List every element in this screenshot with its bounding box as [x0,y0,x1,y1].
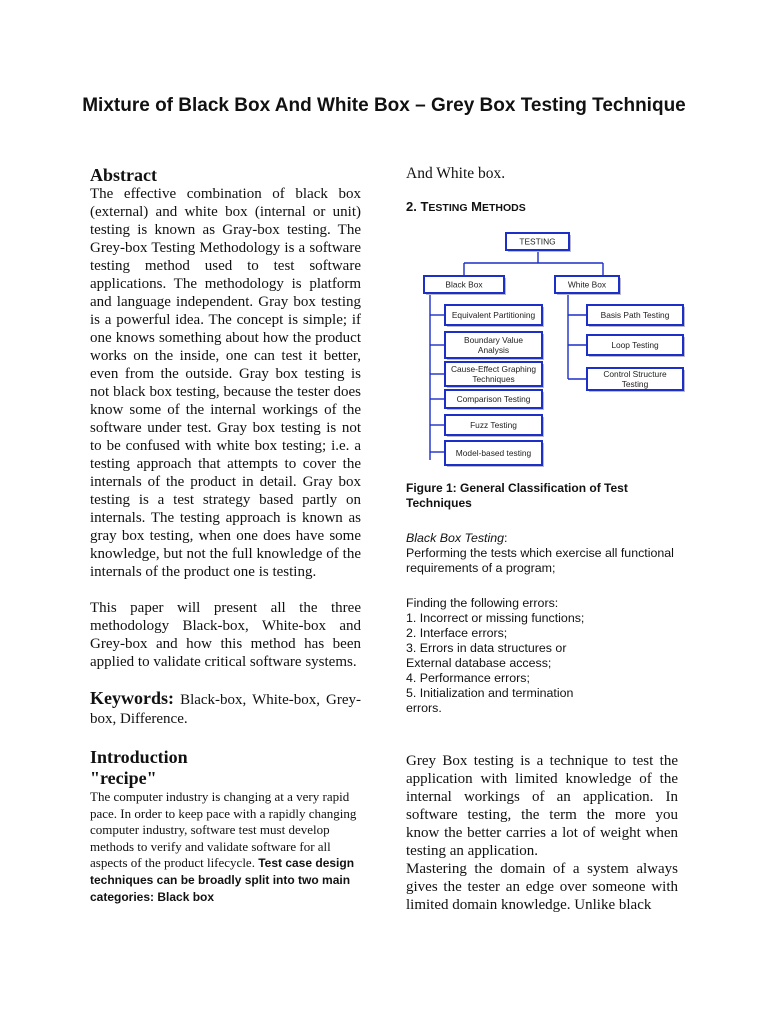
error-item: 4. Performance errors; [406,671,530,685]
black-box-technique [445,415,544,437]
black-box-technique [445,332,544,360]
error-item: 5. Initialization and termination [406,686,574,700]
black-box-description: Performing the tests which exercise all functional requirements of a program; [406,546,674,575]
figure-caption: Figure 1: General Classification of Test Techniques [406,481,628,510]
paper-title: Mixture of Black Box And White Box – Grey Box Testing Technique [82,95,686,116]
error-item: External database access; [406,656,552,670]
white-box-technique [587,368,685,392]
section-word1-initial: T [420,199,429,214]
black-box-technique-label: Techniques [472,374,515,384]
introduction-bold-run: Test case design techniques can be broadly split into two main categories: Black box [90,856,355,904]
keywords-text: Black-box, White-box, Grey-box, Difference. [90,692,362,727]
diagram-boxes [424,233,685,467]
black-box-technique [445,305,544,327]
abstract-heading: Abstract [90,165,157,185]
error-item: 2. Interface errors; [406,626,508,640]
black-box-technique-label: Analysis [477,345,510,355]
errors-intro: Finding the following errors: [406,596,559,610]
keywords-label: Keywords: [90,688,174,708]
black-box-node-label: Black Box [445,279,483,290]
abstract-paragraph-2: This paper will present all the three methodology Black-box, White-box and Grey-box and how this method has been applied to validate critical software systems. [90,600,361,670]
black-box-technique-label: Model-based testing [455,448,532,458]
error-item: errors. [406,701,442,715]
introduction-paragraph [90,789,361,905]
white-box-node [555,276,621,295]
grey-box-block [406,752,678,914]
section-number: 2. [406,199,417,214]
testing-root-box [506,233,571,252]
testing-root-box-label: TESTING [519,236,556,247]
black-box-technique-label: Fuzz Testing [470,420,517,430]
black-box-technique [445,362,544,388]
white-box-technique [587,305,685,327]
white-box-technique-label: Basis Path Testing [600,310,670,320]
black-box-technique-label: Comparison Testing [456,394,531,404]
introduction-text: The computer industry is changing at a very rapid pace. In order to keep pace with a rapidly changing computer industry, software test must develop methods to verify and validate software for all aspects of the product lifecycle. [90,789,357,871]
figure-caption-block [406,481,678,716]
black-box-technique-label: Boundary Value [464,335,523,345]
black-box-technique [445,390,544,410]
grey-box-paragraph-1: Grey Box testing is a technique to test the application with limited knowledge of the internal workings of an application. In software testing, the term the more you know the better carries a lot of weight when testing an application. [406,753,678,859]
black-box-testing-colon: : [504,531,508,545]
white-box-technique-label: Testing [621,379,649,389]
black-box-technique [445,441,544,467]
black-box-technique-label: Equivalent Partitioning [451,310,536,320]
white-box-node-label: White Box [567,279,607,290]
white-box-technique-label: Control Structure [603,369,667,379]
grey-box-paragraph-2: Mastering the domain of a system always gives the tester an edge over someone with limited domain knowledge. Unlike black [406,861,678,913]
black-box-technique-label: Cause-Effect Graphing [450,364,537,374]
white-box-technique [587,335,685,357]
black-box-node [424,276,506,295]
section-word1-rest: ESTING [428,202,468,214]
testing-diagram [0,0,768,480]
section-word2-initial: M [471,199,482,214]
introduction-subheading: "recipe" [90,768,157,788]
keywords-line [90,689,361,729]
section-word2-rest: ETHODS [481,202,526,214]
introduction-heading: Introduction [90,747,188,767]
white-box-technique-label: Loop Testing [611,340,659,350]
black-box-testing-line [406,531,678,546]
black-box-testing-label: Black Box Testing [406,531,505,545]
continuation-text: And White box. [406,165,506,182]
error-item: 1. Incorrect or missing functions; [406,611,585,625]
abstract-paragraph-1: The effective combination of black box (external) and white box (internal or unit) testing is known as Gray-box testing. The Grey-box Testing Methodology is a software testing method used to test software applications. The methodology is platform and language independent. Gray box testing is a powerful idea. The concept is simple; if one knows something about how the product works on the inside, one can test it better, even from the outside. Gray box testing is not black box testing, because the tester does know some of the internal workings of the software under test. Gray box testing is not to be confused with white box testing; i.e. a testing approach that attempts to cover the internals of the product in detail. Gray box testing is a test strategy based partly on internals. The testing approach is known as gray box testing, when one does have some knowledge, but not the full knowledge of the internals of the product one is testing. [90,186,361,580]
error-item: 3. Errors in data structures or [406,641,567,655]
